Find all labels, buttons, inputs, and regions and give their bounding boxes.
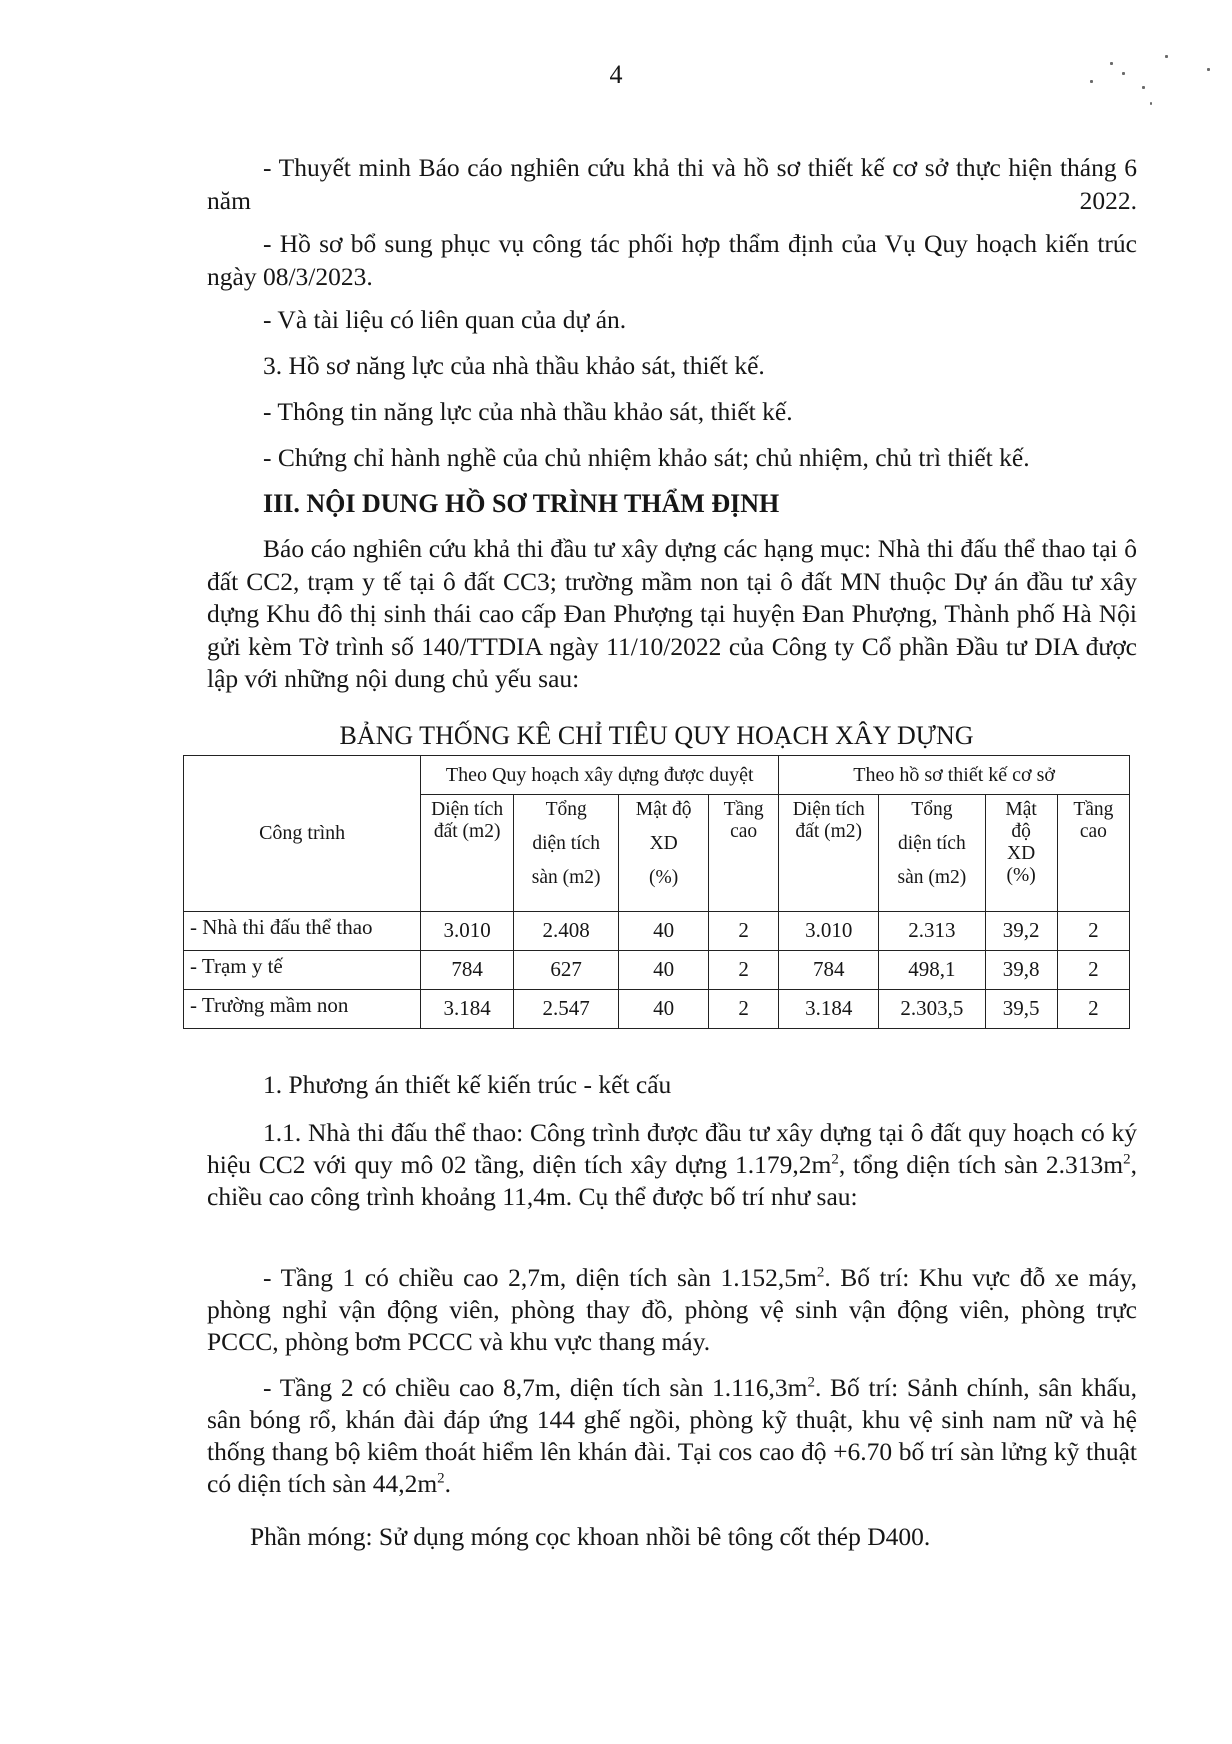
column-header-density-design (985, 795, 1057, 912)
paragraph-sports-hall (207, 1117, 1137, 1213)
cell-plan-land-area: 3.010 (421, 912, 514, 951)
column-group-base-design: Theo hồ sơ thiết kế cơ sở (779, 756, 1130, 795)
header-text: sàn (m2) (531, 867, 601, 888)
table-title: BẢNG THỐNG KÊ CHỈ TIÊU QUY HOẠCH XÂY DỰNG (339, 721, 974, 750)
table-header-group-row (184, 756, 1130, 795)
superscript: 2 (831, 1151, 839, 1168)
paragraph-text: . (444, 1469, 452, 1498)
cell-design-storeys: 2 (1057, 912, 1129, 951)
superscript: 2 (807, 1374, 815, 1391)
header-text: Tổng (545, 799, 587, 820)
column-header-project: Công trình (184, 756, 421, 912)
cell-design-land-area: 3.010 (779, 912, 879, 951)
header-text: diện tích (532, 833, 601, 854)
paragraph-text: - Hồ sơ bổ sung phục vụ công tác phối hợp thẩm định của Vụ Quy hoạch kiến trúc ngày 08/3/2023. (207, 229, 1137, 291)
header-text: sàn (m2) (897, 867, 967, 888)
cell-plan-density: 40 (619, 912, 709, 951)
paragraph-text: - Tầng 1 có chiều cao 2,7m, diện tích sàn 1.152,5m (263, 1263, 817, 1292)
superscript: 2 (1123, 1151, 1131, 1168)
header-text: diện tích (898, 833, 966, 854)
table-row (184, 912, 1130, 951)
cell-plan-floor-area: 627 (514, 951, 619, 990)
header-text: cao (730, 821, 758, 842)
table-row (184, 990, 1130, 1029)
paragraph-feasibility-report (207, 151, 1137, 217)
cell-plan-storeys: 2 (709, 990, 779, 1029)
paragraph-text: . Bố trí: Khu vực đỗ xe máy, phòng nghỉ vận động viên, phòng thay đồ, phòng vệ sinh vận động viên, phòng trực PCCC, phòng bơm PCCC và khu vực thang máy. (207, 1263, 1137, 1356)
header-text: Tầng (723, 799, 764, 820)
cell-design-storeys: 2 (1057, 951, 1129, 990)
cell-design-land-area: 784 (779, 951, 879, 990)
paragraph-floor-2 (207, 1372, 1137, 1500)
paragraph-text: , chiều cao công trình khoảng 11,4m. Cụ thể được bố trí như sau: (207, 1150, 1137, 1211)
header-text: độ (1011, 821, 1031, 842)
header-text: Tổng (911, 799, 953, 820)
scan-noise-specks (1080, 50, 1190, 110)
cell-plan-density: 40 (619, 951, 709, 990)
cell-design-floor-area: 498,1 (879, 951, 985, 990)
section-heading-iii: III. NỘI DUNG HỒ SƠ TRÌNH THẨM ĐỊNH (263, 489, 780, 518)
paragraph-section-1: 1. Phương án thiết kế kiến trúc - kết cấu (263, 1070, 672, 1099)
cell-plan-floor-area: 2.408 (514, 912, 619, 951)
paragraph-report-summary: Báo cáo nghiên cứu khả thi đầu tư xây dựng các hạng mục: Nhà thi đấu thể thao tại ô đất CC2, trạm y tế tại ô đất CC3; trường mầm non tại ô đất MN thuộc Dự án đầu tư xây dựng Khu đô thị sinh thái cao cấp Đan Phượng tại huyện Đan Phượng, Thành phố Hà Nội gửi kèm Tờ trình số 140/TTDIA ngày 11/10/2022 của Công ty Cổ phần Đầu tư DIA được lập với những nội dung chủ yếu sau: (207, 534, 1137, 693)
paragraph-contractor-info: - Thông tin năng lực của nhà thầu khảo sát, thiết kế. (263, 397, 793, 426)
paragraph-certificates: - Chứng chỉ hành nghề của chủ nhiệm khảo sát; chủ nhiệm, chủ trì thiết kế. (263, 443, 1030, 472)
paragraph-floor-1 (207, 1262, 1137, 1358)
header-text: đất (m2) (433, 821, 501, 842)
header-text: cao (1079, 821, 1107, 842)
cell-plan-storeys: 2 (709, 912, 779, 951)
page-number: 4 (609, 60, 623, 89)
header-text: (%) (1006, 865, 1036, 886)
header-text: Tầng (1073, 799, 1114, 820)
column-header-land-area-design (779, 795, 879, 912)
header-text: Mật độ (635, 799, 692, 820)
column-header-density (619, 795, 709, 912)
cell-plan-density: 40 (619, 990, 709, 1029)
paragraph-text: - Tầng 2 có chiều cao 8,7m, diện tích sàn 1.116,3m (263, 1373, 808, 1402)
header-text: Diện tích (792, 799, 865, 820)
column-header-storeys (709, 795, 779, 912)
cell-design-storeys: 2 (1057, 990, 1129, 1029)
cell-design-density: 39,5 (985, 990, 1057, 1029)
paragraph-section-3: 3. Hồ sơ năng lực của nhà thầu khảo sát, thiết kế. (263, 351, 765, 380)
cell-design-density: 39,2 (985, 912, 1057, 951)
superscript: 2 (437, 1470, 445, 1487)
cell-project-name: - Trường mầm non (184, 990, 421, 1029)
cell-plan-floor-area: 2.547 (514, 990, 619, 1029)
header-text: (%) (649, 867, 679, 888)
cell-plan-storeys: 2 (709, 951, 779, 990)
header-text: XD (649, 833, 678, 854)
cell-plan-land-area: 784 (421, 951, 514, 990)
paragraph-foundation: Phần móng: Sử dụng móng cọc khoan nhồi bê tông cốt thép D400. (250, 1522, 931, 1551)
superscript: 2 (816, 1264, 825, 1281)
cell-design-floor-area: 2.313 (879, 912, 985, 951)
planning-indicators-table (183, 755, 1130, 1029)
paragraph-text: . Bố trí: Sảnh chính, sân khấu, sân bóng rổ, khán đài đáp ứng 144 ghế ngồi, phòng kỹ thuật, khu vệ sinh nam nữ và hệ thống thang bộ kiêm thoát hiểm lên khán đài. Tại cos cao độ +6.70 bố trí sàn lửng kỹ thuật có diện tích sàn 44,2m (207, 1373, 1137, 1498)
cell-project-name: - Nhà thi đấu thể thao (184, 912, 421, 951)
paragraph-text: 1.1. Nhà thi đấu thể thao: Công trình được đầu tư xây dựng tại ô đất quy hoạch có ký hiệu CC2 với quy mô 02 tầng, diện tích xây dựng 1.179,2m (207, 1118, 1137, 1179)
column-header-floor-area (514, 795, 619, 912)
paragraph-supplementary-docs (207, 227, 1137, 293)
cell-design-land-area: 3.184 (779, 990, 879, 1029)
table-row (184, 951, 1130, 990)
column-header-storeys-design (1057, 795, 1129, 912)
header-text: XD (1007, 843, 1036, 864)
header-text: Mật (1005, 799, 1037, 820)
column-header-floor-area-design (879, 795, 985, 912)
paragraph-text: - Thuyết minh Báo cáo nghiên cứu khả thi và hồ sơ thiết kế cơ sở thực hiện tháng 6 năm 2022. (207, 153, 1137, 215)
cell-design-density: 39,8 (985, 951, 1057, 990)
paragraph-text: , tổng diện tích sàn 2.313m (838, 1150, 1124, 1179)
header-text: đất (m2) (795, 821, 863, 842)
cell-project-name: - Trạm y tế (184, 951, 421, 990)
header-text: Diện tích (431, 799, 504, 820)
column-group-approved-plan: Theo Quy hoạch xây dựng được duyệt (421, 756, 779, 795)
cell-design-floor-area: 2.303,5 (879, 990, 985, 1029)
cell-plan-land-area: 3.184 (421, 990, 514, 1029)
paragraph-related-docs: - Và tài liệu có liên quan của dự án. (263, 305, 627, 334)
column-header-land-area (421, 795, 514, 912)
